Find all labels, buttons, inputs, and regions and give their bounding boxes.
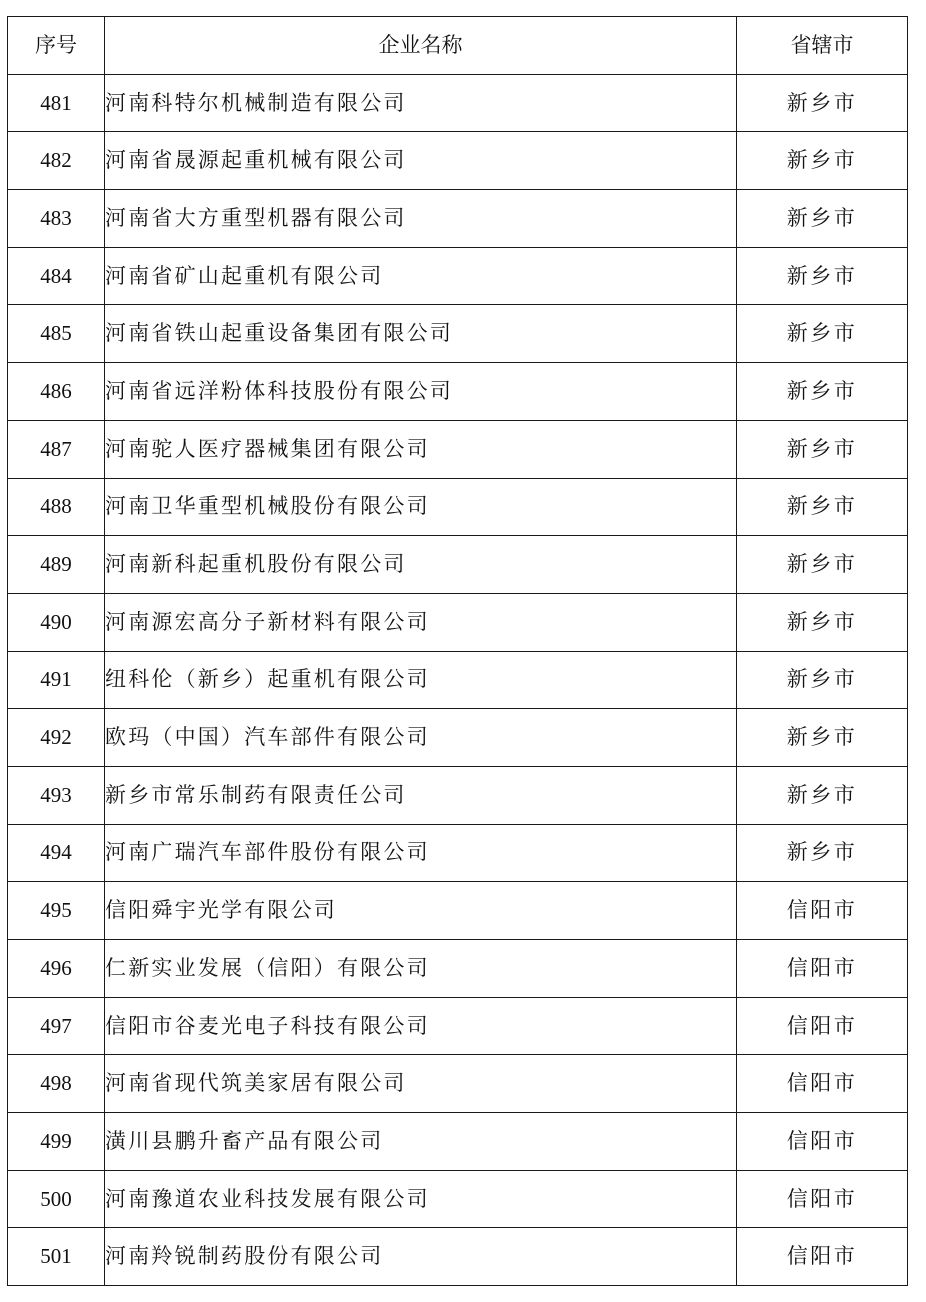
row-index: 487 (8, 420, 105, 478)
row-index: 489 (8, 536, 105, 594)
table-row (8, 766, 908, 824)
row-city: 信阳市 (737, 940, 908, 998)
row-company-name: 河南广瑞汽车部件股份有限公司 (105, 824, 737, 882)
table-row (8, 709, 908, 767)
table-row (8, 420, 908, 478)
table-row (8, 536, 908, 594)
table-row (8, 651, 908, 709)
table-row (8, 74, 908, 132)
row-city: 新乡市 (737, 363, 908, 421)
row-city: 新乡市 (737, 74, 908, 132)
row-company-name: 仁新实业发展（信阳）有限公司 (105, 940, 737, 998)
row-index: 488 (8, 478, 105, 536)
row-company-name: 潢川县鹏升畜产品有限公司 (105, 1113, 737, 1171)
row-city: 信阳市 (737, 1113, 908, 1171)
row-company-name: 欧玛（中国）汽车部件有限公司 (105, 709, 737, 767)
row-city: 新乡市 (737, 766, 908, 824)
row-index: 485 (8, 305, 105, 363)
row-company-name: 河南新科起重机股份有限公司 (105, 536, 737, 594)
table-row (8, 305, 908, 363)
row-company-name: 河南羚锐制药股份有限公司 (105, 1228, 737, 1286)
row-index: 498 (8, 1055, 105, 1113)
row-index: 500 (8, 1170, 105, 1228)
table-row (8, 593, 908, 651)
row-index: 493 (8, 766, 105, 824)
row-city: 新乡市 (737, 709, 908, 767)
table-header (8, 17, 908, 75)
row-city: 新乡市 (737, 593, 908, 651)
row-index: 484 (8, 247, 105, 305)
row-index: 499 (8, 1113, 105, 1171)
row-index: 492 (8, 709, 105, 767)
row-index: 501 (8, 1228, 105, 1286)
row-index: 491 (8, 651, 105, 709)
row-city: 信阳市 (737, 1170, 908, 1228)
table-row (8, 1055, 908, 1113)
table-row (8, 940, 908, 998)
row-city: 新乡市 (737, 651, 908, 709)
table-row (8, 1228, 908, 1286)
row-company-name: 河南省现代筑美家居有限公司 (105, 1055, 737, 1113)
header-name: 企业名称 (105, 17, 737, 75)
row-city: 新乡市 (737, 478, 908, 536)
row-index: 494 (8, 824, 105, 882)
table-row (8, 478, 908, 536)
row-company-name: 纽科伦（新乡）起重机有限公司 (105, 651, 737, 709)
row-city: 新乡市 (737, 420, 908, 478)
row-index: 495 (8, 882, 105, 940)
row-city: 新乡市 (737, 536, 908, 594)
row-company-name: 新乡市常乐制药有限责任公司 (105, 766, 737, 824)
row-index: 496 (8, 940, 105, 998)
row-city: 新乡市 (737, 305, 908, 363)
row-index: 483 (8, 190, 105, 248)
row-company-name: 河南驼人医疗器械集团有限公司 (105, 420, 737, 478)
enterprise-table (7, 16, 908, 1286)
row-index: 481 (8, 74, 105, 132)
row-company-name: 河南省铁山起重设备集团有限公司 (105, 305, 737, 363)
table-row (8, 1170, 908, 1228)
row-city: 信阳市 (737, 1228, 908, 1286)
table-row (8, 363, 908, 421)
row-company-name: 河南科特尔机械制造有限公司 (105, 74, 737, 132)
table-row (8, 247, 908, 305)
table-row (8, 882, 908, 940)
table-row (8, 824, 908, 882)
row-company-name: 河南省远洋粉体科技股份有限公司 (105, 363, 737, 421)
header-row (8, 17, 908, 75)
table-body (8, 74, 908, 1285)
row-company-name: 河南省大方重型机器有限公司 (105, 190, 737, 248)
table-row (8, 132, 908, 190)
row-company-name: 信阳舜宇光学有限公司 (105, 882, 737, 940)
row-city: 新乡市 (737, 190, 908, 248)
row-company-name: 河南卫华重型机械股份有限公司 (105, 478, 737, 536)
row-index: 497 (8, 997, 105, 1055)
table-row (8, 190, 908, 248)
header-city: 省辖市 (737, 17, 908, 75)
row-company-name: 河南源宏高分子新材料有限公司 (105, 593, 737, 651)
table-row (8, 1113, 908, 1171)
row-company-name: 河南省晟源起重机械有限公司 (105, 132, 737, 190)
row-company-name: 河南省矿山起重机有限公司 (105, 247, 737, 305)
row-index: 490 (8, 593, 105, 651)
row-index: 486 (8, 363, 105, 421)
row-city: 信阳市 (737, 1055, 908, 1113)
row-city: 新乡市 (737, 132, 908, 190)
row-city: 信阳市 (737, 997, 908, 1055)
row-city: 信阳市 (737, 882, 908, 940)
row-city: 新乡市 (737, 824, 908, 882)
row-index: 482 (8, 132, 105, 190)
row-company-name: 河南豫道农业科技发展有限公司 (105, 1170, 737, 1228)
header-index: 序号 (8, 17, 105, 75)
row-city: 新乡市 (737, 247, 908, 305)
table-row (8, 997, 908, 1055)
row-company-name: 信阳市谷麦光电子科技有限公司 (105, 997, 737, 1055)
